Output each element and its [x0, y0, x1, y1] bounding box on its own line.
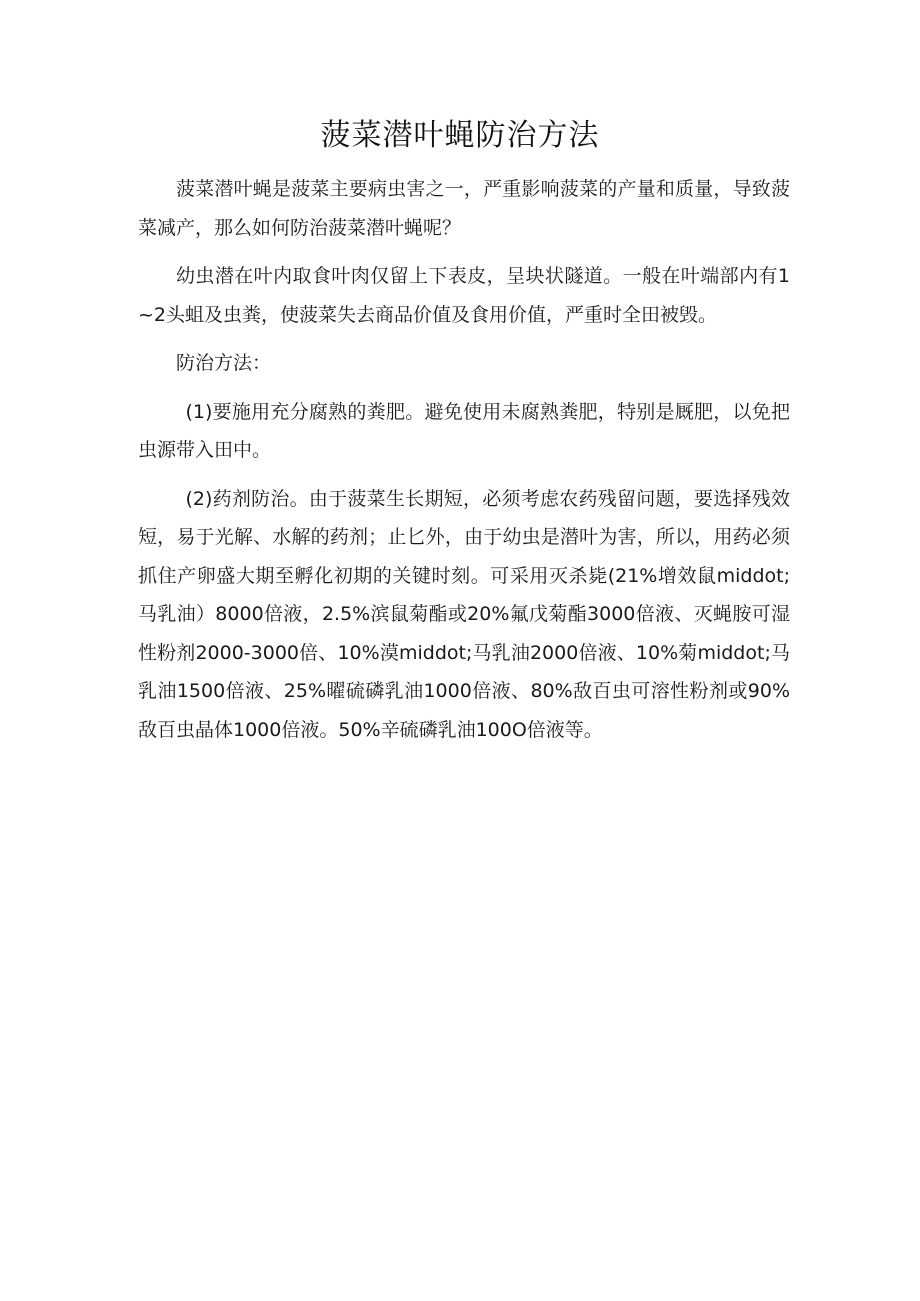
- document-title: 菠菜潜叶蝇防治方法: [320, 118, 600, 153]
- paragraph-intro: 菠菜潜叶蝇是菠菜主要病虫害之一，严重影响菠菜的产量和质量，导致菠菜减产，那么如何防治菠菜潜叶蝇呢？: [138, 178, 790, 239]
- paragraph-method-2: (2)药剂防治。由于菠菜生长期短，必须考虑农药残留问题，要选择残效短，易于光解、水解的药剂；止匕外，由于幼虫是潜叶为害，所以，用药必须抓住产卵盛大期至孵化初期的关键时刻。可采用灭杀毙(21%增效鼠middot;马乳油）8000倍液，2.5%滨鼠菊酯或20%氟戊菊酯3000倍液、灭蝇胺可湿性粉剂2000-3000倍、10%漠middot;马乳油2000倍液、10%菊middot;马乳油1500倍液、25%曜硫磷乳油1000倍液、80%敌百虫可溶性粉剂或90%敌百虫晶体1000倍液。50%辛硫磷乳油100O倍液等。: [138, 487, 790, 741]
- paragraph-method-1: (1)要施用充分腐熟的粪肥。避免使用未腐熟粪肥，特别是厩肥，以免把虫源带入田中。: [138, 400, 790, 461]
- paragraph-symptoms: 幼虫潜在叶内取食叶肉仅留上下表皮，呈块状隧道。一般在叶端部内有1~2头蛆及虫粪，使菠菜失去商品价值及食用价值，严重时全田被毁。: [138, 265, 790, 326]
- document-body: [138, 170, 790, 759]
- paragraph-methods-heading: 防治方法：: [176, 352, 272, 374]
